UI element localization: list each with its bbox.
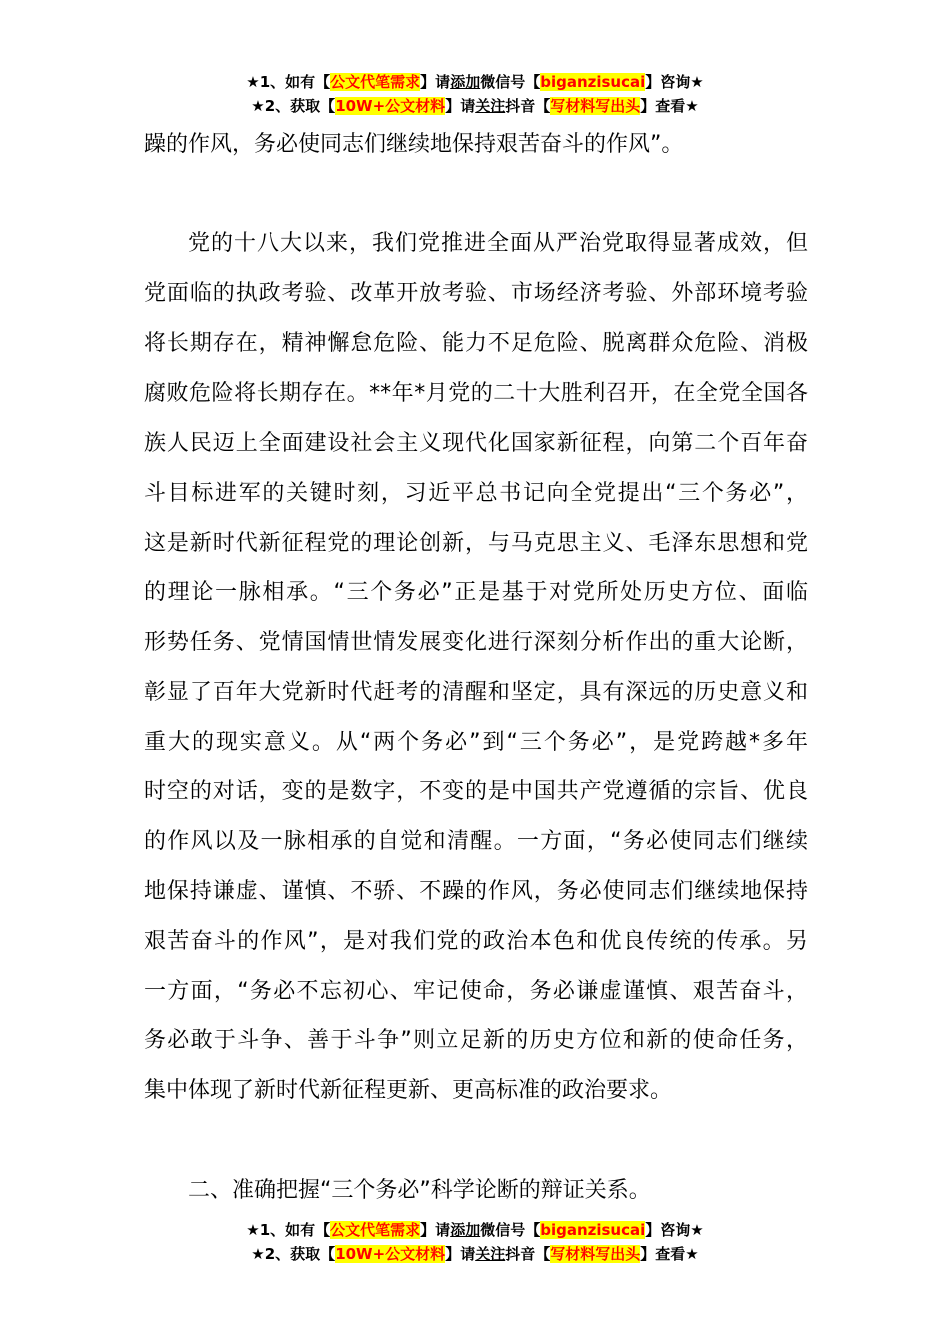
body-line: 族人民迈上全面建设社会主义现代化国家新征程，向第二个百年奋 bbox=[144, 431, 808, 456]
banner-1-wechat-id: biganzisucai bbox=[540, 1221, 646, 1239]
body-line: 形势任务、党情国情世情发展变化进行深刻分析作出的重大论断， bbox=[144, 630, 808, 655]
body-line: 集中体现了新时代新征程更新、更高标准的政治要求。 bbox=[144, 1078, 673, 1103]
body-line: 一方面，“务必不忘初心、牢记使命，务必谦虚谨慎、艰苦奋斗， bbox=[144, 979, 808, 1004]
banner-2-follow: 关注 bbox=[475, 97, 506, 115]
banner-2-follow: 关注 bbox=[475, 1245, 506, 1263]
banner-1-add: 添加 bbox=[450, 73, 481, 91]
section-heading: 二、准确把握“三个务必”科学论断的辩证关系。 bbox=[188, 1178, 651, 1203]
body-line: 腐败危险将长期存在。**年*月党的二十大胜利召开，在全党全国各 bbox=[144, 381, 808, 406]
banner-2-c: 】请 bbox=[445, 1245, 476, 1263]
banner-2-douyin-id: 写材料写出头 bbox=[550, 97, 641, 115]
banner-line-1 bbox=[0, 1218, 950, 1242]
banner-1-c: 】请 bbox=[420, 73, 451, 91]
banner-1-e: 微信号【 bbox=[480, 1221, 541, 1239]
banner-line-2 bbox=[0, 94, 950, 118]
body-line: 重大的现实意义。从“两个务必”到“三个务必”，是党跨越*多年 bbox=[144, 730, 808, 755]
footer-banner bbox=[0, 1218, 950, 1266]
banner-line-1 bbox=[0, 70, 950, 94]
banner-1-wechat-id: biganzisucai bbox=[540, 73, 646, 91]
header-banner bbox=[0, 70, 950, 118]
banner-2-e: 抖音【 bbox=[505, 97, 551, 115]
banner-1-add: 添加 bbox=[450, 1221, 481, 1239]
banner-1-highlight-service: 公文代笔需求 bbox=[330, 1221, 421, 1239]
body-line: 躁的作风，务必使同志们继续地保持艰苦奋斗的作风”。 bbox=[144, 132, 684, 157]
body-line: 这是新时代新征程党的理论创新，与马克思主义、毛泽东思想和党 bbox=[144, 531, 808, 556]
banner-2-g: 】查看★ bbox=[640, 97, 699, 115]
banner-2-a: ★2、获取【 bbox=[251, 1245, 336, 1263]
banner-2-e: 抖音【 bbox=[505, 1245, 551, 1263]
body-line: 时空的对话，变的是数字，不变的是中国共产党遵循的宗旨、优良 bbox=[144, 779, 808, 804]
banner-1-highlight-service: 公文代笔需求 bbox=[330, 73, 421, 91]
banner-1-a: ★1、如有【 bbox=[246, 1221, 331, 1239]
body-line: 彰显了百年大党新时代赶考的清醒和坚定，具有深远的历史意义和 bbox=[144, 680, 808, 705]
banner-1-g: 】咨询★ bbox=[645, 1221, 704, 1239]
body-line: 艰苦奋斗的作风”，是对我们党的政治本色和优良传统的传承。另 bbox=[144, 929, 808, 954]
banner-2-a: ★2、获取【 bbox=[251, 97, 336, 115]
banner-2-highlight-materials: 10W+公文材料 bbox=[335, 1245, 446, 1263]
body-line: 斗目标进军的关键时刻，习近平总书记向全党提出“三个务必”， bbox=[144, 481, 808, 506]
body-line: 党的十八大以来，我们党推进全面从严治党取得显著成效，但 bbox=[188, 231, 808, 256]
body-line: 地保持谦虚、谨慎、不骄、不躁的作风，务必使同志们继续地保持 bbox=[144, 879, 808, 904]
banner-2-g: 】查看★ bbox=[640, 1245, 699, 1263]
banner-1-c: 】请 bbox=[420, 1221, 451, 1239]
body-line: 的作风以及一脉相承的自觉和清醒。一方面，“务必使同志们继续 bbox=[144, 829, 808, 854]
banner-2-highlight-materials: 10W+公文材料 bbox=[335, 97, 446, 115]
banner-1-e: 微信号【 bbox=[480, 73, 541, 91]
body-line: 务必敢于斗争、善于斗争”则立足新的历史方位和新的使命任务， bbox=[144, 1028, 808, 1053]
banner-line-2 bbox=[0, 1242, 950, 1266]
banner-2-c: 】请 bbox=[445, 97, 476, 115]
banner-1-a: ★1、如有【 bbox=[246, 73, 331, 91]
banner-2-douyin-id: 写材料写出头 bbox=[550, 1245, 641, 1263]
body-line: 的理论一脉相承。“三个务必”正是基于对党所处历史方位、面临 bbox=[144, 580, 808, 605]
banner-1-g: 】咨询★ bbox=[645, 73, 704, 91]
body-line: 将长期存在，精神懈怠危险、能力不足危险、脱离群众危险、消极 bbox=[144, 331, 808, 356]
body-line: 党面临的执政考验、改革开放考验、市场经济考验、外部环境考验 bbox=[144, 281, 808, 306]
